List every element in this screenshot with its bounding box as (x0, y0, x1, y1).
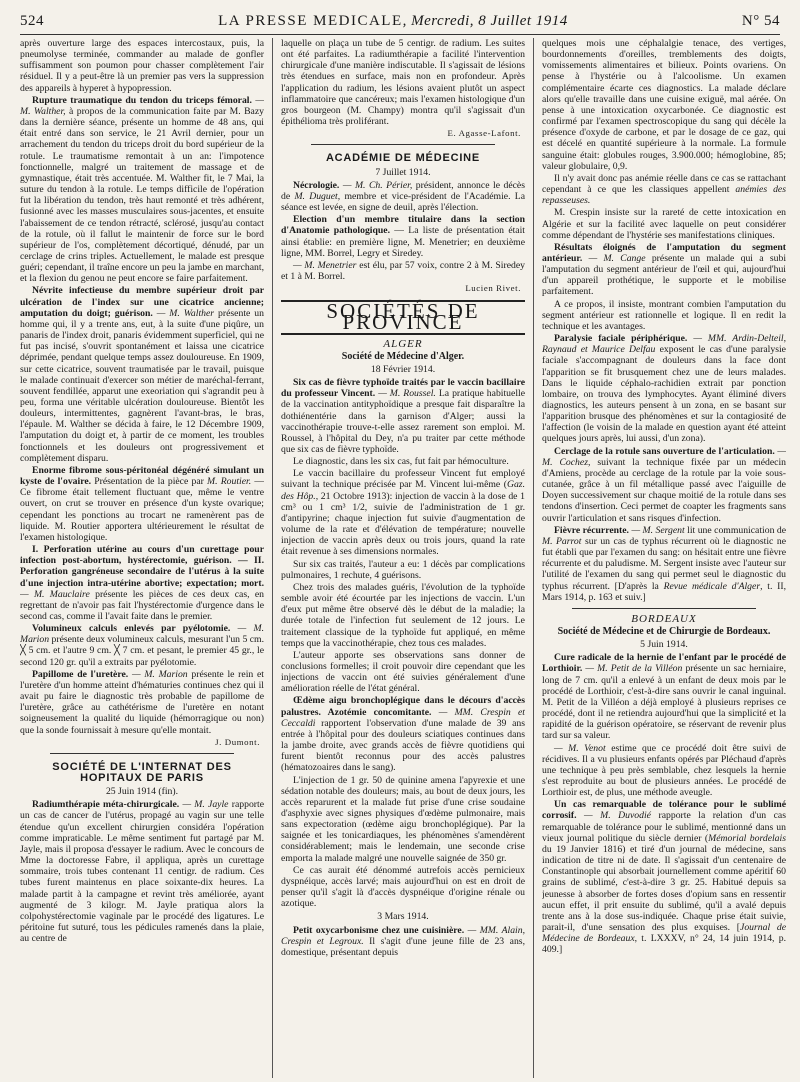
article (281, 695, 525, 773)
author: — M. Roussel. (378, 388, 436, 400)
person-name: M. Duguet, (294, 190, 341, 202)
author: — MM. Crespin et Ceccaldi (281, 706, 525, 729)
author: — M. Petit de la Villéon (585, 663, 683, 675)
article (281, 925, 525, 958)
article (20, 623, 264, 668)
society-name: Société de Médecine et de Chirurgie de Bordeaux. (557, 625, 771, 637)
author: — M. Jayle (182, 799, 229, 811)
paragraph: Sur six cas traités, l'auteur a eu: 1 décès par complications pulmonaires, 1 rechute, 4 guérisons. (281, 558, 525, 581)
author: — M. Venot (554, 742, 606, 754)
article-text: présente les pièces de ces deux cas, en regrettant de n'avoir pas fait l'hystérectomie d'urgence dans le second cas, comme il l'avait faite dans le premier. (20, 588, 264, 622)
signature: Lucien Rivet. (465, 283, 521, 294)
paragraph: après ouverture large des espaces intercostaux, puis, la pneumolyse terminée, commander au malade de gonfler suffisamment son poumon pour chasser complètement l'air résiduel. Il y a peut-être là un premier pas vers la suppression des appareils à hyperet à hypopression. (20, 38, 264, 94)
paragraph: A ce propos, il insiste, montrant combien l'amputation du segment antérieur est rationnelle et logique. Il en redit la technique et les avantages. (542, 298, 786, 332)
section-heading: SOCIÉTÉ DE L'INTERNAT DES HOPITAUX DE PARIS (52, 760, 232, 784)
author: — MM. Alain, Crespin et Legroux. (281, 924, 525, 947)
article-title: Un cas remarquable de tolérance pour le sublimé corrosif. (542, 799, 786, 822)
reference: Mémorial bordelais (708, 832, 786, 844)
article-text: est élu, par 57 voix, contre 2 à M. Siredey et 1 à M. Borrel. (281, 259, 525, 282)
paragraph: quelques mois une céphalalgie tenace, des vertiges, bourdonnements d'oreilles, tremblements des doigts, vomissements alimentaires et bilieux. Points ovariens. On pense à l'hystérie ou à l'alcoolisme. Un examen complémentaire écarte ces diagnostics. La malade déclare alors qu'elle travaille dans une cuisine exiguë, mal aérée. On pense à une intoxication oxycarbonée. Ce diagnostic est confirmé par l'examen spectroscopique du sang qui décèle la présence d'oxyde de carbone, et par le dosage de ce gaz, qui est décelé en quantité supérieure à la normale. La formule sanguine était: globules rouges, 3.900.000; hémoglobine, 85; valeur globulaire, 0,9. (542, 38, 786, 172)
page-header (20, 8, 780, 35)
section-separator (572, 608, 756, 609)
article-text: sur un cas de typhus récurrent où le diagnostic ne fut établi que par l'examen du sang: on hésitait entre une fièvre récurrente et du paludisme. M. Sergent insiste avec l'auteur sur l'utilité de l'examen du sang qui permet seul le diagnostic du typhus récurrent. [D'après la (542, 535, 786, 592)
author: — M. Marion (131, 668, 188, 680)
article-text: estime que ce procédé doit être suivi de récidives. Il a vu plusieurs enfants opérés par Pléchaud d'après une technique à peu près semblable, chez lesquels la hernie s'est reproduite au bout de plusieurs années. Le procédé de Lorthioir est, de plus, une méthode aveugle. (542, 742, 786, 799)
paragraph (542, 173, 786, 206)
article-text: présente le rein et l'uretère d'un homme atteint d'hématuries continues chez qui il avait pu faire le diagnostic très probable de papillome de l'uretère, grâce au cathétérisme de l'uretère en notant soigneusement la qualité du liquide (hémorragique ou non) que la sonde fournissait à mesure qu'elle montait. (20, 668, 264, 736)
author: — M. Marion (20, 623, 264, 646)
society-name: Société de Médecine d'Alger. (341, 350, 465, 362)
article (542, 446, 786, 524)
column-divider (272, 38, 273, 1078)
author: — M. Mauclaire (20, 588, 90, 600)
column-divider (533, 38, 534, 1078)
author: — M. Menetrier (293, 259, 357, 271)
article-text: présente deux volumineux calculs, mesurant l'un 5 cm. ╳ 5 cm. et l'autre 9 cm. ╳ 7 cm. et pesant, le premier 45 gr., le second 120 gr. qu'il a extraits par pyélotomie. (20, 634, 264, 668)
journal-masthead (44, 13, 742, 30)
article (281, 214, 525, 259)
issue-number: N° 54 (741, 12, 780, 29)
author: — M. Cange (588, 252, 646, 264)
reference: Journal de Médecine de Bordeaux (542, 922, 786, 945)
reference: Gaz. des Hôp. (281, 479, 525, 502)
article (542, 242, 786, 298)
article (20, 544, 264, 622)
session-date: 7 Juillet 1914. (375, 166, 431, 178)
paragraph: L'injection de 1 gr. 50 de quinine amena l'apyrexie et une sédation notable des douleurs; mais, au bout de deux jours, les accès reparurent et la malade fut prise d'une crise soudaine d'asphyxie avec signes physiques d'œdème pulmonaire, mais sans expectoration (œdème aigu bronchoplégique). Par la saignée et les tonicardiaques, les phénomènes s'amendèrent considérablement; mais le lendemain, une seconde crise emporta la malade malgré une nouvelle saignée de 350 gr. (281, 774, 525, 864)
article-title: Névrite infectieuse du membre supérieur droit par ulcération de l'index sur une cicatrice ancienne; amputation du doigt; guérison. (20, 285, 264, 319)
author: — M. Walther, (20, 94, 264, 117)
paragraph (281, 468, 525, 557)
article-text: membre et vice-président de l'Académie. La séance est levée, en signe de deuil, après l'élection. (281, 190, 525, 214)
issue-date: , Mercredi, 8 Juillet 1914 (402, 12, 568, 29)
section-separator (50, 753, 234, 754)
article (281, 180, 525, 213)
article-title: I. Perforation utérine au cours d'un curettage pour infection post-abortum, hystérectomie, guérison. — II. Perforation gangréneuse secondaire de l'utérus à la suite d'une injection intra-utérine abortive; expectation; mort. (20, 544, 264, 589)
article-text: suivant la technique fixée par un médecin d'Amiens, procède au cerclage de la rotule par la voie sous-cutanée, grâce à un fil métallique passé avec l'aiguille de Doyen successivement sur chaque moitié de la rotule dans ses tendons d'insertion. Ceci permet de coapter les fragments sans ouvrir l'articulation et sans risques d'infection. (542, 456, 786, 524)
reference: Revue médicale d'Alger (663, 580, 761, 592)
article-title: Fièvre récurrente. (554, 524, 629, 536)
author: — MM. Ardin-Delteil, Raynaud et Maurice Delfau (542, 333, 786, 356)
section-separator (311, 144, 495, 145)
article-text: , 21 Octobre 1913): injection de vaccin à la dose de 1 cm³ ou 1 cm³ 1/2, suivie de l'administration de 1 gr. d'antipyrine; chaque injection fut suivie d'augmentation de volume de la rate et d'élévation de température; nouvelle injection de vaccin après deux ou trois jours, quand la rate était revenue à ses dimensions normales. (281, 490, 525, 558)
city-heading: BORDEAUX (631, 612, 697, 625)
paragraph: Ce cas aurait été dénommé autrefois accès pernicieux dyspnéique, accès larvé; mais aujourd'hui on est en droit de penser qu'il s'agit là d'accès dyspnéique d'origine rénale ou azotique. (281, 864, 525, 910)
article (542, 799, 786, 955)
journal-title: LA PRESSE MEDICALE (218, 12, 403, 29)
article-title: Rupture traumatique du tendon du triceps fémoral. (32, 94, 252, 106)
article (20, 285, 264, 464)
article-title: Nécrologie. (293, 179, 340, 191)
paragraph: M. Crespin insiste sur la rareté de cette intoxication en Algérie et sur la facilité avec laquelle on peut considérer comme dépendant de l'hystérie ses manifestations cliniques. (542, 207, 786, 241)
article-text: — Ce fibrome était tellement fluctuant que, même le ventre ouvert, on crut se trouver en présence d'un kyste ovarique; cependant les ponctions au trocart ne ramenèrent pas de liquide. M. Routier apportera ultérieurement le résultat de l'examen histologique. (20, 476, 264, 543)
article (281, 260, 525, 282)
article-text: du 19 Janvier 1816) et tiré d'un journal de médecine, sans indication de titre ni de date. Il s'agissait d'un centenaire de Constantinople qui absorbait journellement comme apéritif 60 grains de sublimé, c'est-à-dire 3 gr. 25. Habitué depuis sa jeunesse à absorber de fortes doses d'opium sans en ressentir aucun effet, il prit ensuite du sublimé, qu'il a avalé depuis trente ans à la dose sus-indiquée. Chaque prise était suivie, parait-il, d'une sensation des plus exquises. [ (542, 843, 786, 934)
article (281, 377, 525, 455)
author: — M. Duvodié (584, 810, 651, 822)
article (542, 333, 786, 445)
article-title: Petit oxycarbonisme chez une cuisinière. (293, 924, 465, 936)
article-title: Six cas de fièvre typhoïde traités par le vaccin bacillaire du professeur Vincent. (281, 377, 525, 400)
article-title: Cure radicale de la hernie de l'enfant par le procédé de Lorthioir. (542, 652, 786, 675)
article-text: présente un homme qui, il y a trente ans, eut, à la suite d'une piqûre, un panaris de l'index droit, panaris évidemment superficiel, qui ne fut pas incisé, s'ouvrit spontanément et laissa une cicatrice déprimée, pendant quelque temps assez douloureuse. En 1909, sur cette cicatrice, souvent traumatisée par le travail, puisque le malade continuait d'exercer son métier de maréchal-ferrant, souvent fendillée, apparut une exeoriation qui s'agrandit peu à peu, forma une véritable ulcération douloureuse. Bientôt les douleurs, intermittentes, gagnèrent l'avant-bras, le bras, l'épaule. M. Walther se décida à faire, le 12 Décembre 1909, l'amputation du doigt et, à partir de ce moment, les troubles fonctionnels et les douleurs ont progressivement et complètement disparu. (20, 307, 264, 464)
article-text: lit une communication de (684, 524, 786, 536)
article-text: rapportent l'observation d'une malade de 39 ans entrée à l'hôpital pour des douleurs sciatiques continues dans la jambe droite, avec grands accès de fièvre quotidiens qui furent bientôt reconnus pour des accès palustres (hématozoaires dans le sang). (281, 717, 525, 774)
article-text: Le vaccin bacillaire du professeur Vincent fut employé suivant la technique précisée par M. Vincent lui-même ( (281, 468, 525, 491)
signature: E. Agasse-Lafont. (447, 128, 521, 139)
section-heading: ACADÉMIE DE MÉDECINE (325, 152, 481, 165)
article-title: Paralysie faciale périphérique. (554, 333, 688, 345)
paragraph: Chez trois des malades guéris, l'évolution de la typhoïde semble avoir été écourtée par les injections de vaccin. L'un d'eux put même être observé dès le début de la maladie; la durée totale de l'infection fut seulement de 12 jours. Le traitement classique de la typhoïde fut appliqué, en même temps que la vaccinothérapie, chez tous ces malades. (281, 581, 525, 649)
city-heading: ALGER (383, 337, 423, 350)
author: — M. Sergent (631, 524, 685, 536)
article (20, 799, 264, 944)
article-title: Résultats éloignés de l'amputation du segment antérieur. (542, 241, 786, 264)
article-text: rapporte la relation d'un cas remarquable de tolérance pour le sublimé, mentionné dans un vieux journal politique du siècle dernier ( (542, 810, 786, 844)
article-text: Il s'agit d'une jeune fille de 23 ans, domestique, présentant depuis (281, 935, 525, 958)
column-left (20, 38, 264, 1078)
person-name: M. Parrot (542, 535, 582, 547)
article (542, 652, 786, 741)
article (542, 525, 786, 603)
main-section-title: SOCIÉTÉS DE PROVINCE (281, 300, 525, 334)
article-text: exposent le cas d'une paralysie faciale s'accompagnant de douleurs dans la face dont l'apparition se fit brusquement chez une de leurs malades. Dans le liquide céphalo-rachidien extrait par ponction lombaire, on trouva des lymphocytes. Ayant éliminé divers diagnostics, les auteurs pensent à un zona, en se basant sur l'apparition brusque des phénomènes et sur la contagiosité de l'affection (le voisin de la malade en question ayant été atteint quelques jours après, lui aussi, d'un zona). (542, 344, 786, 445)
article-text: , t. LXXXV, n° 24, 14 juin 1914, p. 409.] (542, 933, 786, 956)
emphasis: anémies des repasseuses. (542, 184, 786, 207)
article-title: Election d'un membre titulaire dans la section d'Anatomie pathologique. (281, 214, 525, 237)
page-number: 524 (20, 12, 44, 29)
article-title: Cerclage de la rotule sans ouverture de l'articulation. (554, 445, 775, 457)
paragraph: L'auteur apporte ses observations sans donner de conclusions formelles; il croit pouvoir dire cependant que les injections de vaccin ont été suivies généralement d'une amélioration réelle de l'état général. (281, 649, 525, 695)
article-text: président, annonce le décès de (281, 179, 525, 202)
article-title: Enorme fibrome sous-péritonéal dégénéré simulant un kyste de l'ovaire. (20, 464, 264, 488)
article-text: , t. II, Mars 1914, p. 163 et suiv.] (542, 580, 786, 603)
article (542, 743, 786, 799)
article-text: présente un malade qui a subi l'amputation du segment antérieur de l'œil et qui, aujourd'hui d'un appareil prothétique, le supporte et le mobilise parfaitement. (542, 252, 786, 298)
article-title: Radiumthérapie méta-chirurgicale. (32, 799, 180, 811)
column-right (542, 38, 786, 1078)
article-title: Papillome de l'uretère. (32, 668, 129, 680)
author: M. Routier. (207, 476, 252, 488)
article-text: présente un sac herniaire, long de 7 cm. qu'il a enlevé à un enfant de deux mois par le procédé de Lorthioir, c'est-à-dire sans ouvrir le canal inguinal. M. Petit de la Villéon a déjà employé à plusieurs reprises ce procédé, dont il ne retiendra aujourd'hui que la simplicité et la rapidité de la guérison opératoire, se réservant de revenir plus tard sur sa valeur. (542, 663, 786, 742)
article-text: — La liste de présentation était ainsi établie: en première ligne, M. Menetrier; en deuxième ligne, MM. Borrel, Legry et Siredey. (281, 225, 525, 259)
article (20, 465, 264, 543)
article-title: Œdème aigu bronchoplégique dans le décours d'accès palustres. Azotémie concomitante. (281, 695, 525, 718)
session-date: 25 Juin 1914 (fin). (105, 786, 179, 798)
signature: J. Dumont. (215, 736, 260, 747)
article (20, 669, 264, 736)
article-text: La pratique habituelle de la vaccination antityphoïdique a presque fait disparaître la dothiénentérie dans la garnison d'Alger; aussi la vaccinothérapie trouve-t-elle assez rarement son emploi. M. Roussel, à l'hôpital du Dey, n'a pu traiter par cette méthode que six cas de fièvre typhoïde. (281, 388, 525, 455)
article-text: Présentation de la pièce par (91, 476, 208, 488)
author: — M. Walther (156, 307, 215, 319)
session-date: 18 Février 1914. (370, 363, 436, 375)
column-middle (281, 38, 525, 1078)
article-text: à propos de la communication faite par M. Bazy dans la dernière séance, présente un homme de 48 ans, qui était entré dans son service, le 21 Avril dernier, pour un arrachement du tendon du triceps droit du bord supérieur de la rotule. Le traumatisme remontait à un an: l'impotence fonctionnelle, malgré un traitement de massage et de gymnastique, était très accentuée. M. Walther fit, le 7 Mai, la suture du tendon à la rotule. Le temps difficile de l'opération fut la libération du tendon, très haut remonté et très adhérent, fusionné avec les masses musculaires sous-jacentes, et ensuite l'abaissement de ce tendon rétracté, sclérosé, jusqu'au contact de la rotule, où il fallut le maintenir de force sur le bord supérieur de l'os, complètement décortiqué, dénudé, par un cerclage de crins triples. Actuellement, le malade est presque guéri; cependant, il traîne encore un peu la jambe en marchant, et la flexion du genou ne peut encore se faire parfaitement. (20, 105, 264, 285)
article-text: rapporte un cas de cancer de l'utérus, propagé au vagin sur une telle étendue qu'un excellent chirurgien considéra l'opération comme impraticable. Le même sentiment fut partagé par M. Jayle, mais il proposa d'essayer le radium. Avec le concours de Mme la doctoresse Fabre, il appliqua, après un curettage sommaire, trois tubes contenant 11 centigr. de radium. Ces tubes furent maintenus en place soixante-dix heures. La malade partit à la campagne et revint très améliorée, ayant augmenté de 3 kilogr. M. Jayle pratiqua alors la colpohystérectomie vaginale par le procédé des ligatures. Le péritoine fut suturé, tous les pédicules ramenés dans la plaie, au centre de (20, 799, 264, 945)
paragraph: Le diagnostic, dans les six cas, fut fait par hémoculture. (293, 456, 509, 468)
article-title: Volumineux calculs enlevés par pyélotomie. (32, 623, 231, 635)
session-date: 5 Juin 1914. (640, 639, 688, 651)
author: — M. Ch. Périer, (342, 179, 413, 191)
paragraph: laquelle on plaça un tube de 5 centigr. de radium. Les suites ont été parfaites. La radiumthérapie a facilité l'intervention chirurgicale d'une manière indiscutable. Il s'agissait de lésions très étendues en surface, mais non en profondeur. Après l'application du radium, les lésions avaient plutôt un aspect inflammatoire que cancéreux; mais l'examen histologique d'un gros bourgeon (M. Champy) montra qu'il s'agissait d'un épithélioma très proliférant. (281, 38, 525, 128)
session-date: 3 Mars 1914. (377, 911, 429, 923)
article-text: Il n'y avait donc pas anémie réelle dans ce cas se rattachant cependant à ce que les classiques appellent (542, 172, 786, 196)
author: — M. Cochez, (542, 445, 786, 468)
article (20, 95, 264, 285)
